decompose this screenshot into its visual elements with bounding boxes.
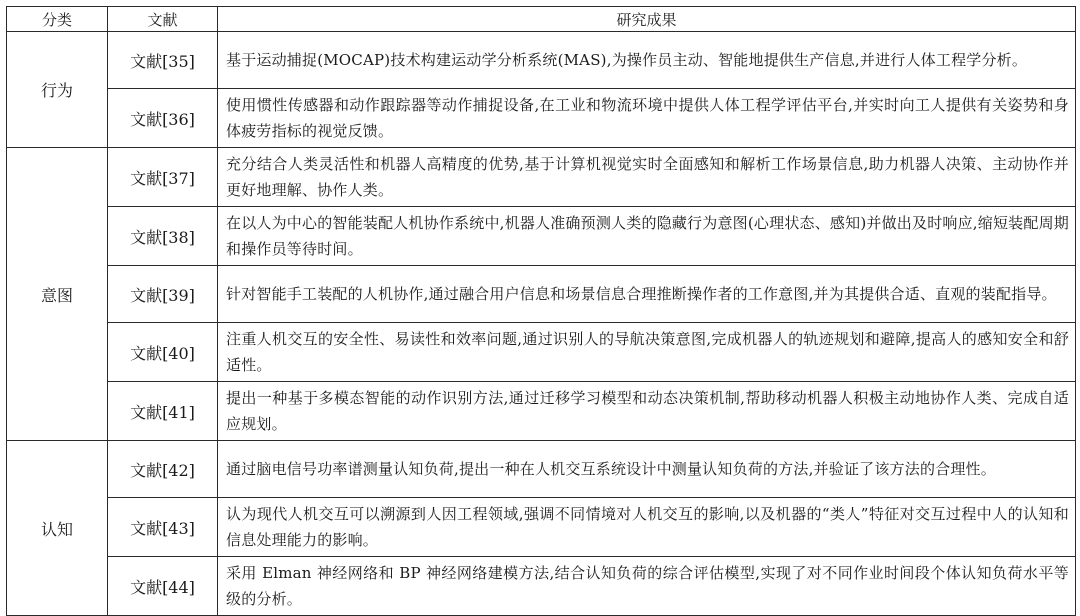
result-cell: 基于运动捕捉(MOCAP)技术构建运动学分析系统(MAS),为操作员主动、智能地提供生产信息,并进行人体工程学分析。 <box>218 32 1076 89</box>
category-cell: 行为 <box>7 32 108 148</box>
category-cell: 意图 <box>7 148 108 441</box>
result-cell: 在以人为中心的智能装配人机协作系统中,机器人准确预测人类的隐藏行为意图(心理状态、感知)并做出及时响应,缩短装配周期和操作员等待时间。 <box>218 207 1076 266</box>
reference-cell: 文献[44] <box>108 557 218 616</box>
reference-cell: 文献[37] <box>108 148 218 207</box>
result-cell: 针对智能手工装配的人机协作,通过融合用户信息和场景信息合理推断操作者的工作意图,并为其提供合适、直观的装配指导。 <box>218 266 1076 323</box>
table-row <box>7 32 1076 89</box>
reference-cell: 文献[40] <box>108 323 218 382</box>
header-results: 研究成果 <box>218 7 1076 32</box>
result-cell: 采用 Elman 神经网络和 BP 神经网络建模方法,结合认知负荷的综合评估模型,实现了对不同作业时间段个体认知负荷水平等级的分析。 <box>218 557 1076 616</box>
table-row <box>7 323 1076 382</box>
result-cell: 使用惯性传感器和动作跟踪器等动作捕捉设备,在工业和物流环境中提供人体工程学评估平台,并实时向工人提供有关姿势和身体疲劳指标的视觉反馈。 <box>218 89 1076 148</box>
table-row <box>7 382 1076 441</box>
result-cell: 认为现代人机交互可以溯源到人因工程领域,强调不同情境对人机交互的影响,以及机器的“类人”特征对交互过程中人的认知和信息处理能力的影响。 <box>218 498 1076 557</box>
table-row <box>7 441 1076 498</box>
reference-cell: 文献[39] <box>108 266 218 323</box>
header-row <box>7 7 1076 32</box>
table-row <box>7 266 1076 323</box>
header-category: 分类 <box>7 7 108 32</box>
result-cell: 充分结合人类灵活性和机器人高精度的优势,基于计算机视觉实时全面感知和解析工作场景信息,助力机器人决策、主动协作并更好地理解、协作人类。 <box>218 148 1076 207</box>
result-cell: 通过脑电信号功率谱测量认知负荷,提出一种在人机交互系统设计中测量认知负荷的方法,并验证了该方法的合理性。 <box>218 441 1076 498</box>
reference-cell: 文献[43] <box>108 498 218 557</box>
table-row <box>7 207 1076 266</box>
header-reference: 文献 <box>108 7 218 32</box>
result-cell: 注重人机交互的安全性、易读性和效率问题,通过识别人的导航决策意图,完成机器人的轨迹规划和避障,提高人的感知安全和舒适性。 <box>218 323 1076 382</box>
category-cell: 认知 <box>7 441 108 616</box>
research-table <box>6 6 1076 616</box>
reference-cell: 文献[36] <box>108 89 218 148</box>
table-row <box>7 498 1076 557</box>
table-row <box>7 557 1076 616</box>
reference-cell: 文献[42] <box>108 441 218 498</box>
result-cell: 提出一种基于多模态智能的动作识别方法,通过迁移学习模型和动态决策机制,帮助移动机器人积极主动地协作人类、完成自适应规划。 <box>218 382 1076 441</box>
reference-cell: 文献[41] <box>108 382 218 441</box>
reference-cell: 文献[38] <box>108 207 218 266</box>
table-row <box>7 148 1076 207</box>
table-row <box>7 89 1076 148</box>
reference-cell: 文献[35] <box>108 32 218 89</box>
